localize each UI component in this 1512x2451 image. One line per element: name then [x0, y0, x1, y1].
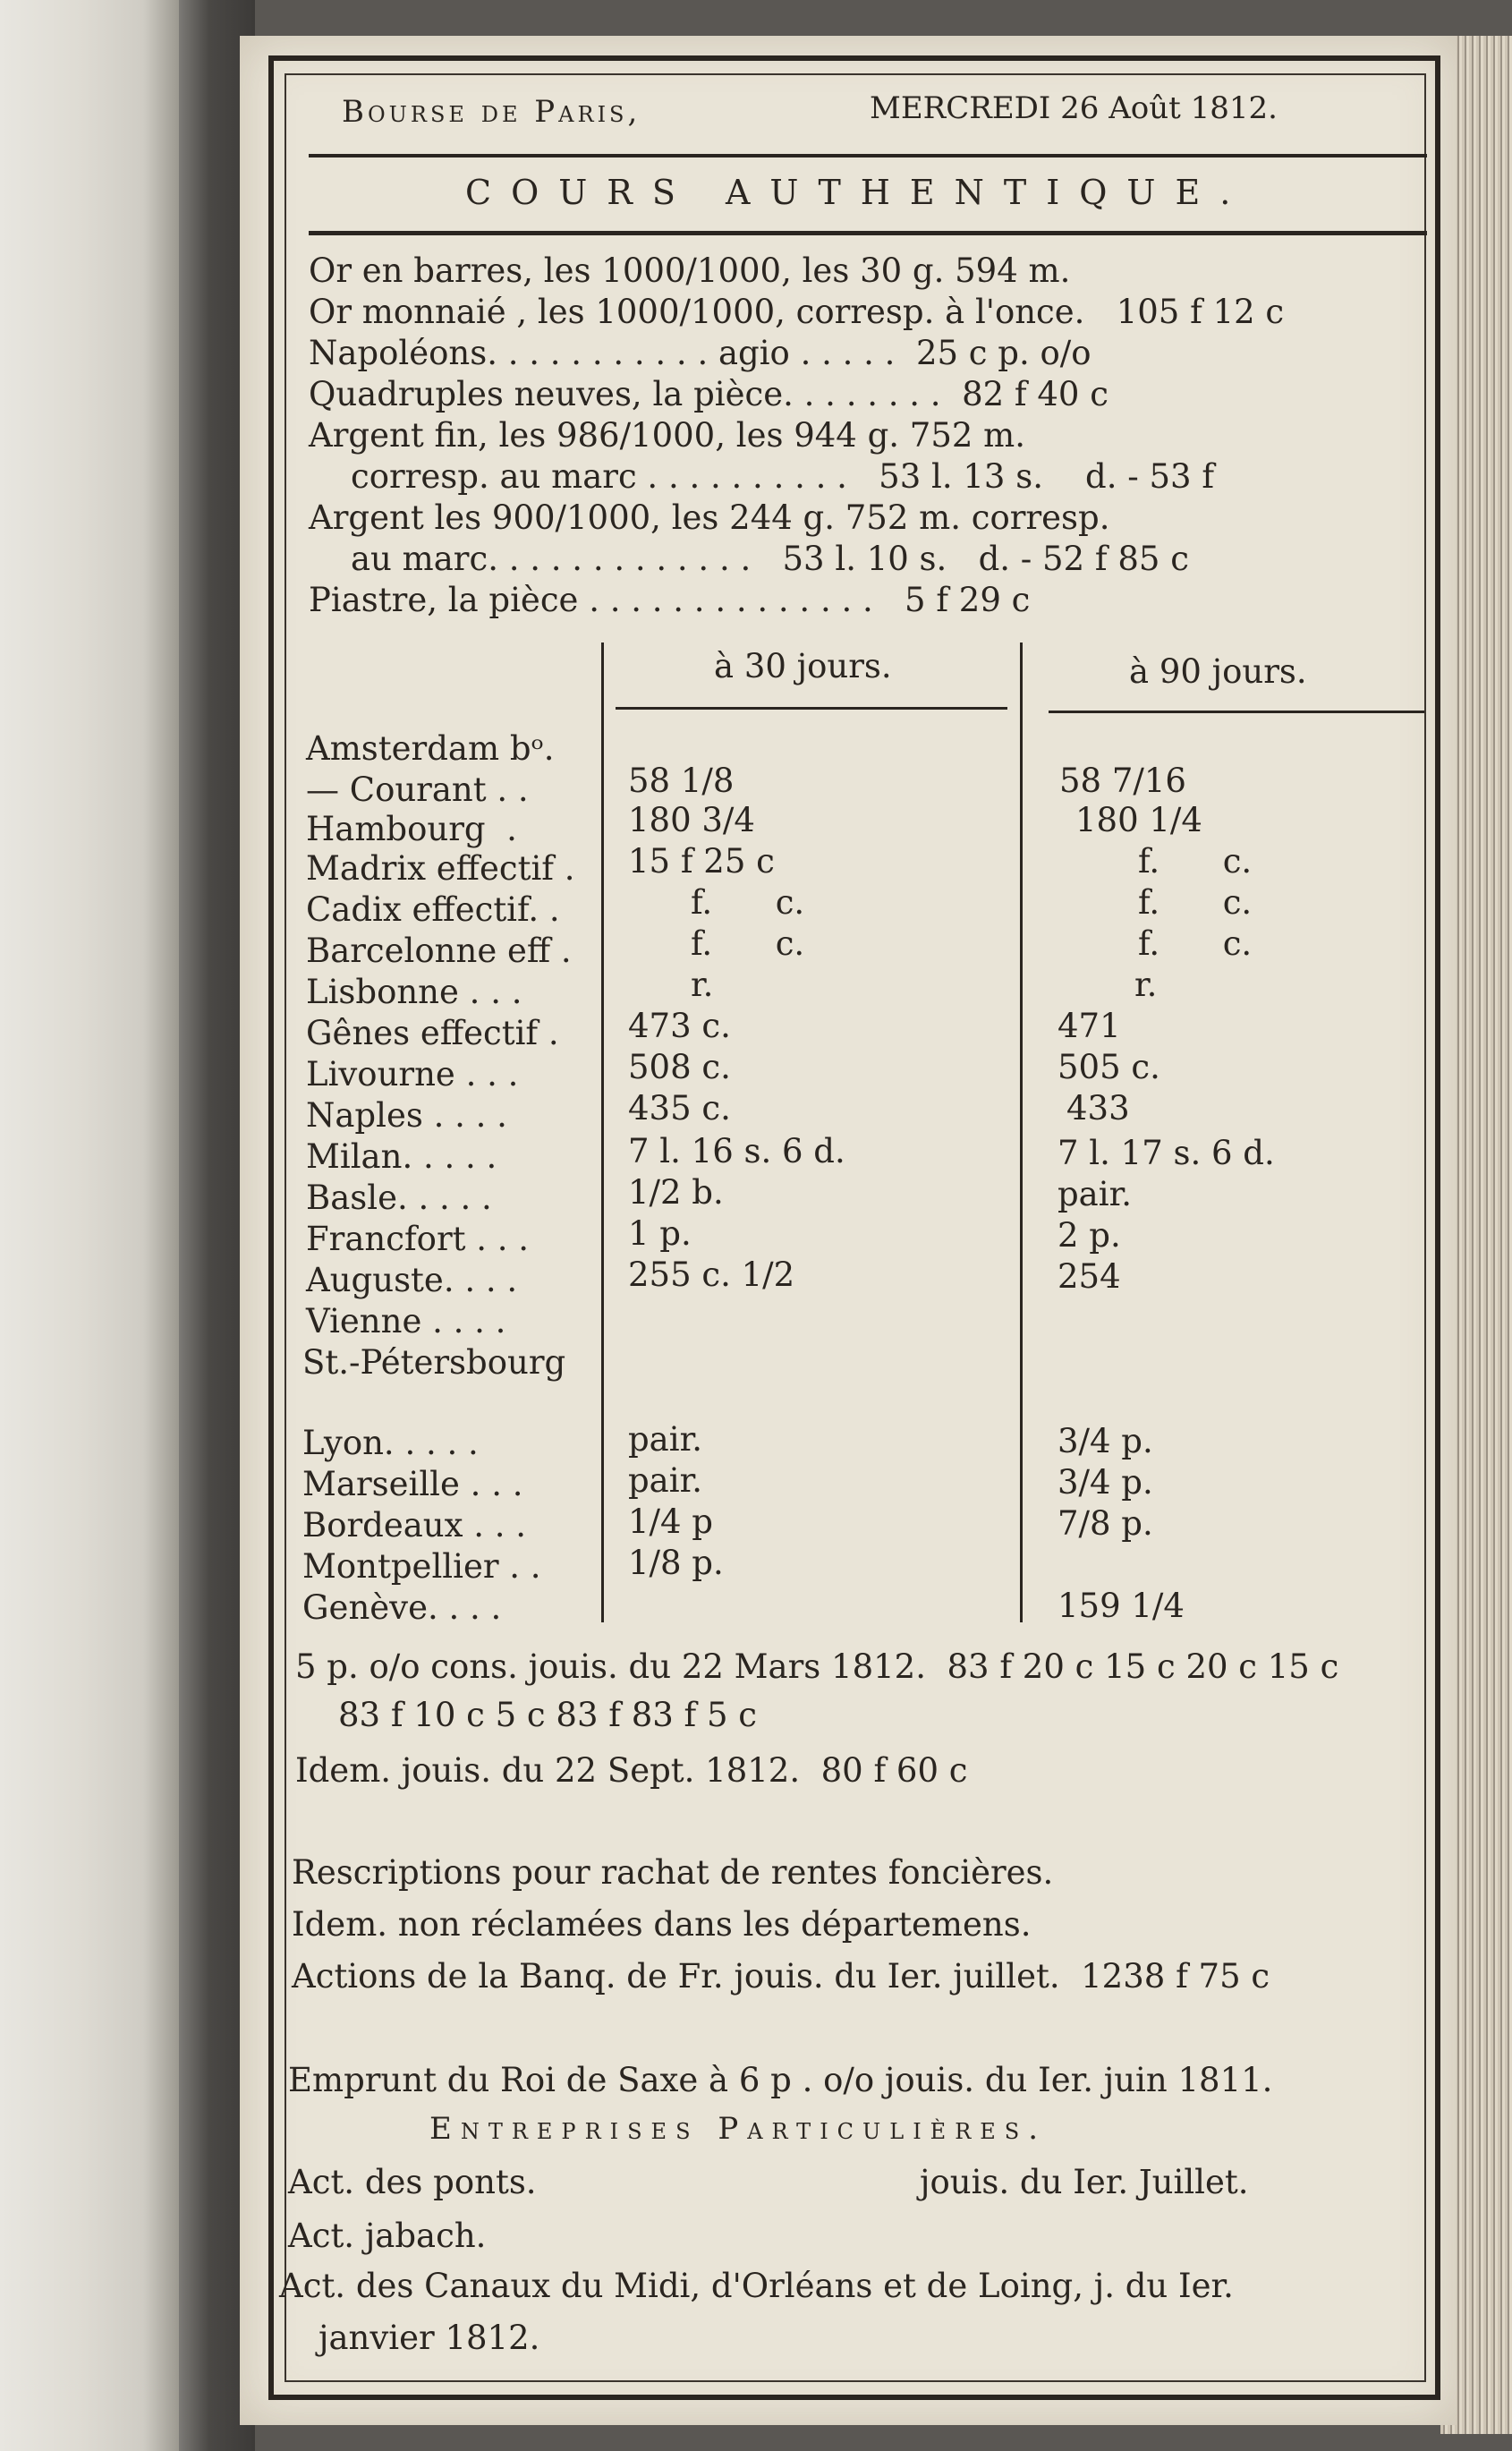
place-name: St.-Pétersbourg — [302, 1343, 566, 1382]
place-name: Marseille . . . — [302, 1465, 523, 1503]
place-name: Madrix effectif . — [306, 849, 575, 888]
place-name: Livourne . . . — [306, 1055, 519, 1094]
metal-line: Or monnaié , les 1000/1000, corresp. à l'once. 105 f 12 c — [309, 293, 1285, 331]
rate-30: 7 l. 16 s. 6 d. — [628, 1132, 845, 1170]
rate-90: 180 1/4 — [1075, 801, 1202, 839]
place-name: Milan. . . . . — [306, 1137, 497, 1176]
rate-30: 508 c. — [628, 1048, 731, 1086]
rate-30: 1/8 p. — [628, 1544, 724, 1582]
title-rule — [309, 231, 1427, 235]
rate-30: pair. — [628, 1461, 702, 1500]
place-name: Gênes effectif . — [306, 1014, 559, 1052]
col-header-90: à 90 jours. — [1129, 652, 1307, 691]
rate-90: 7 l. 17 s. 6 d. — [1058, 1134, 1275, 1172]
rate-90: 3/4 p. — [1058, 1463, 1153, 1502]
entreprise-jabach: Act. jabach. — [288, 2217, 487, 2255]
place-name: Lyon. . . . . — [302, 1424, 479, 1462]
metal-line: Piastre, la pièce . . . . . . . . . . . . . . 5 f 29 c — [309, 581, 1031, 619]
entreprise-ponts: Act. des ponts. — [288, 2163, 537, 2201]
header-rule — [309, 154, 1427, 157]
entreprise-canaux-cont: janvier 1812. — [319, 2319, 540, 2357]
metal-line: Or en barres, les 1000/1000, les 30 g. 594 m. — [309, 251, 1071, 290]
entreprises-title: Entreprises Particulières. — [429, 2111, 1048, 2147]
rate-90: 159 1/4 — [1058, 1587, 1185, 1625]
emprunt-line: Emprunt du Roi de Saxe à 6 p . o/o jouis. du Ier. juin 1811. — [288, 2061, 1273, 2099]
rate-90: f. c. — [1138, 883, 1253, 922]
rate-90: 433 — [1066, 1089, 1130, 1128]
place-name: Hambourg . — [306, 810, 517, 848]
rate-30: 15 f 25 c — [628, 842, 775, 881]
rate-90: 254 — [1058, 1257, 1121, 1296]
rate-90: pair. — [1058, 1175, 1132, 1213]
metal-line: Argent les 900/1000, les 244 g. 752 m. corresp. — [309, 498, 1110, 537]
entreprise-canaux: Act. des Canaux du Midi, d'Orléans et de Loing, j. du Ier. — [279, 2267, 1234, 2305]
rate-90: f. c. — [1138, 924, 1253, 963]
securities-line: Idem. non réclamées dans les départemens. — [292, 1905, 1032, 1944]
rate-30: 255 c. 1/2 — [628, 1255, 795, 1294]
metal-line: au marc. . . . . . . . . . . . . 53 l. 10 s. d. - 52 f 85 c — [351, 540, 1189, 578]
entreprise-ponts-jouis: jouis. du Ier. Juillet. — [920, 2163, 1249, 2201]
rentes-line: 83 f 10 c 5 c 83 f 83 f 5 c — [338, 1696, 758, 1734]
rentes-line: Idem. jouis. du 22 Sept. 1812. 80 f 60 c — [295, 1751, 968, 1790]
place-name: Vienne . . . . — [306, 1302, 506, 1340]
place-name: Bordeaux . . . — [302, 1506, 527, 1545]
left-page-edge — [0, 0, 179, 2451]
rate-30: f. c. — [691, 883, 805, 922]
securities-line: Actions de la Banq. de Fr. jouis. du Ier. juillet. 1238 f 75 c — [292, 1957, 1270, 1996]
rate-90: 7/8 p. — [1058, 1504, 1153, 1543]
rate-90: 505 c. — [1058, 1048, 1160, 1086]
page-title: COURS AUTHENTIQUE. — [465, 173, 1251, 212]
col-header-30: à 30 jours. — [714, 647, 892, 685]
rate-30: f. c. — [691, 924, 805, 963]
metal-line: corresp. au marc . . . . . . . . . . 53 l. 13 s. d. - 53 f — [351, 457, 1215, 496]
place-name: Basle. . . . . — [306, 1179, 492, 1217]
place-name: Amsterdam bᵒ. — [306, 729, 555, 768]
column-divider-2 — [1020, 643, 1023, 1622]
metal-line: Quadruples neuves, la pièce. . . . . . . . 82 f 40 c — [309, 375, 1109, 413]
place-name: — Courant . . — [306, 770, 529, 809]
place-name: Auguste. . . . — [306, 1261, 518, 1299]
rate-30: 1 p. — [628, 1214, 692, 1253]
place-name: Genève. . . . — [302, 1588, 502, 1627]
rate-30: 180 3/4 — [628, 801, 755, 839]
header-date: MERCREDI 26 Août 1812. — [870, 90, 1278, 126]
rate-90: 2 p. — [1058, 1216, 1121, 1255]
rate-90: r. — [1134, 966, 1158, 1004]
rate-90: f. c. — [1138, 842, 1253, 881]
rate-30: r. — [691, 966, 714, 1004]
rate-30: pair. — [628, 1420, 702, 1459]
metal-line: Argent fin, les 986/1000, les 944 g. 752 m. — [309, 416, 1026, 455]
rentes-line: 5 p. o/o cons. jouis. du 22 Mars 1812. 83 f 20 c 15 c 20 c 15 c — [295, 1647, 1339, 1686]
rate-90: 58 7/16 — [1059, 762, 1186, 800]
place-name: Montpellier . . — [302, 1547, 541, 1586]
col-header-rule-2 — [1049, 711, 1424, 713]
col-header-rule-1 — [616, 707, 1007, 710]
place-name: Naples . . . . — [306, 1096, 507, 1135]
header-place: Bourse de Paris, — [342, 94, 641, 130]
place-name: Lisbonne . . . — [306, 973, 522, 1011]
place-name: Francfort . . . — [306, 1220, 530, 1258]
place-name: Cadix effectif. . — [306, 890, 560, 929]
column-divider-1 — [601, 643, 604, 1622]
rate-30: 435 c. — [628, 1089, 731, 1128]
rate-90: 471 — [1058, 1007, 1121, 1045]
rate-30: 473 c. — [628, 1007, 731, 1045]
securities-line: Rescriptions pour rachat de rentes foncières. — [292, 1853, 1054, 1892]
rate-90: 3/4 p. — [1058, 1422, 1153, 1460]
place-name: Barcelonne eff . — [306, 932, 572, 970]
rate-30: 1/4 p — [628, 1502, 713, 1541]
metal-line: Napoléons. . . . . . . . . . . agio . . . . . 25 c p. o/o — [309, 334, 1092, 372]
rate-30: 1/2 b. — [628, 1173, 724, 1212]
rate-30: 58 1/8 — [628, 762, 735, 800]
